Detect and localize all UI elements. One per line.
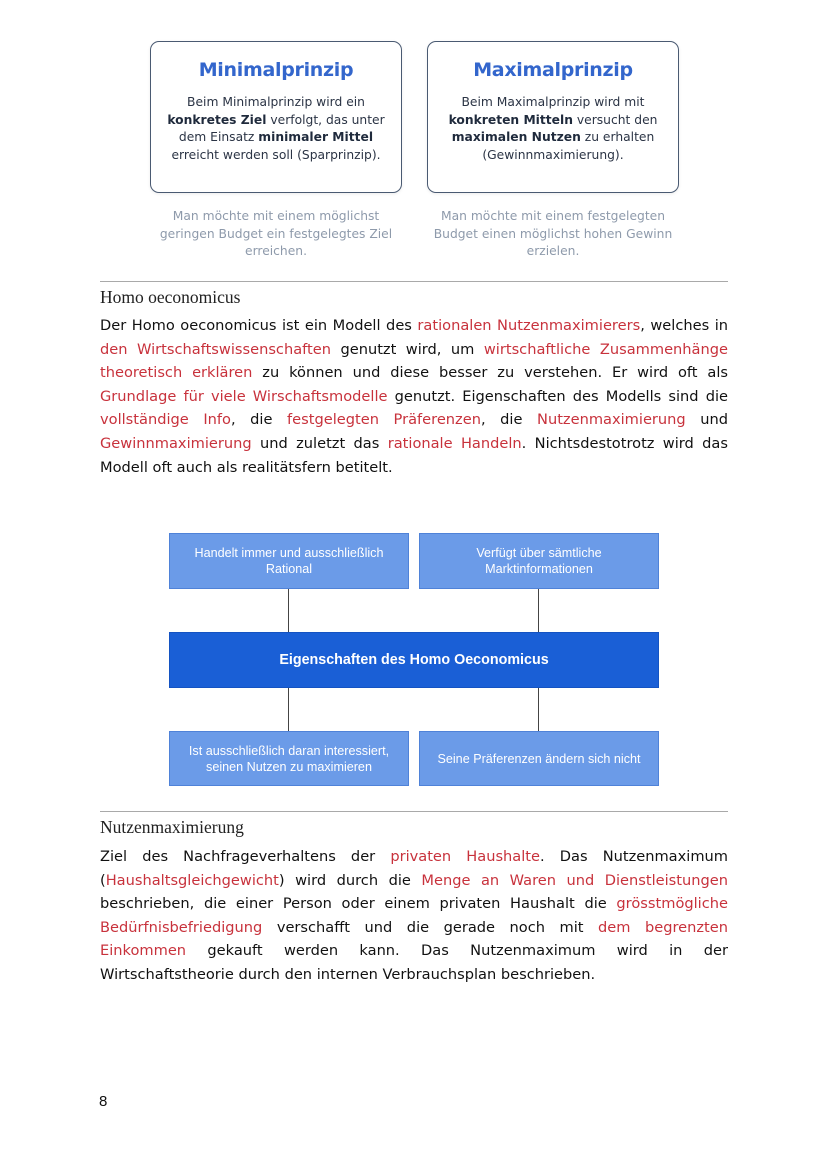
- body-text: genutzt wird, um: [330, 340, 484, 358]
- homo-oeconomicus-paragraph: [100, 314, 728, 479]
- connector-line: [288, 687, 289, 732]
- maximal-principle-body: [428, 94, 678, 164]
- diagram-box-bottom-left: Ist ausschließlich daran interessiert, seinen Nutzen zu maximieren: [169, 731, 409, 786]
- body-text: und zuletzt das: [251, 434, 388, 452]
- emphasis-text: maximalen Nutzen: [451, 130, 581, 144]
- body-text: Ziel des Nachfrageverhaltens der: [100, 848, 391, 865]
- highlighted-term: Grundlage für viele Wirschaftsmodelle: [100, 387, 388, 405]
- section-divider: [100, 281, 728, 282]
- body-text: gekauft werden kann. Das Nutzenmaximum wird in der Wirtschaftstheorie durch den internen Verbrauchsplan beschrieben.: [100, 942, 728, 983]
- highlighted-term: wirtschaftliche Zusammenhänge theoretisch erklären: [100, 340, 728, 382]
- diagram-box-center: Eigenschaften des Homo Oeconomicus: [169, 632, 659, 688]
- connector-line: [538, 687, 539, 732]
- emphasis-text: konkretes Ziel: [167, 112, 267, 127]
- body-text: versucht den: [572, 112, 658, 127]
- section-heading-nutzenmaximierung: Nutzenmaximierung: [100, 817, 244, 837]
- highlighted-term: Haushaltsgleichgewicht: [105, 871, 279, 889]
- highlighted-term: Gewinnmaximierung: [100, 434, 252, 452]
- body-text: Beim Minimalprinzip wird ein: [187, 95, 365, 109]
- diagram-box-top-left: Handelt immer und ausschließlich Rational: [169, 533, 409, 589]
- nutzenmaximierung-paragraph: [100, 845, 728, 987]
- highlighted-term: grösstmögliche Bedürfnisbefriedigung: [100, 895, 728, 936]
- body-text: , welches in: [640, 317, 728, 334]
- minimal-principle-column: [150, 41, 402, 261]
- highlighted-term: Menge an Waren und Dienstleistungen: [421, 871, 728, 889]
- principles-cards: [150, 41, 680, 266]
- diagram-box-bottom-right: Seine Präferenzen ändern sich nicht: [419, 731, 659, 786]
- maximal-principle-title: Maximalprinzip: [473, 59, 633, 81]
- minimal-principle-title: Minimalprinzip: [198, 59, 354, 81]
- body-text: Beim Maximalprinzip wird mit: [461, 95, 645, 109]
- diagram-box-top-right: Verfügt über sämtliche Marktinformationen: [419, 533, 659, 589]
- page-number: 8: [99, 1093, 108, 1110]
- highlighted-term: den Wirtschaftswissenschaften: [100, 340, 331, 358]
- body-text: verfolgt, das unter dem Einsatz: [178, 112, 385, 144]
- emphasis-text: konkreten Mitteln: [448, 112, 573, 127]
- body-text: verschafft und die gerade noch mit: [262, 918, 598, 936]
- section-divider: [100, 811, 728, 812]
- highlighted-term: vollständige Info: [100, 411, 231, 429]
- highlighted-term: privaten Haushalte: [390, 848, 541, 865]
- highlighted-term: Nutzenmaximierung: [537, 411, 686, 429]
- connector-line: [288, 588, 289, 633]
- maximal-principle-column: [427, 41, 679, 261]
- connector-line: [538, 588, 539, 633]
- section-heading-homo-oeconomicus: Homo oeconomicus: [100, 287, 241, 307]
- body-text: und: [685, 411, 729, 429]
- highlighted-term: festgelegten Präferenzen: [287, 411, 481, 429]
- body-text: Der Homo oeconomicus ist ein Modell des: [100, 317, 418, 334]
- body-text: . Nichtsdestotrotz wird das Modell oft auch als realitätsfern betitelt.: [100, 434, 728, 476]
- highlighted-term: rationale Handeln: [387, 434, 522, 452]
- minimal-principle-note: Man möchte mit einem möglichst geringen Budget ein festgelegtes Ziel erreichen.: [159, 209, 393, 258]
- body-text: zu können und diese besser zu verstehen. Er wird oft als: [252, 364, 729, 382]
- highlighted-term: dem begrenzten Einkommen: [100, 918, 728, 960]
- maximal-principle-card: [427, 41, 679, 193]
- body-text: ) wird durch die: [278, 871, 422, 889]
- body-text: erreicht werden soll (Sparprinzip).: [171, 147, 381, 162]
- minimal-principle-card: [150, 41, 402, 193]
- body-text: , die: [230, 411, 288, 429]
- minimal-principle-body: [151, 94, 401, 164]
- body-text: . Das Nutzenmaximum (: [100, 848, 729, 889]
- body-text: beschrieben, die einer Person oder einem privaten Haushalt die: [100, 895, 617, 913]
- emphasis-text: minimaler Mittel: [258, 130, 374, 144]
- body-text: zu erhalten (Gewinnmaximierung).: [482, 130, 655, 162]
- body-text: genutzt. Eigenschaften des Modells sind die: [387, 387, 728, 405]
- homo-oeconomicus-diagram: [169, 533, 659, 786]
- body-text: , die: [480, 411, 538, 429]
- highlighted-term: rationalen Nutzenmaximierers: [417, 317, 641, 334]
- maximal-principle-note: Man möchte mit einem festgelegten Budget einen möglichst hohen Gewinn erzielen.: [433, 209, 673, 258]
